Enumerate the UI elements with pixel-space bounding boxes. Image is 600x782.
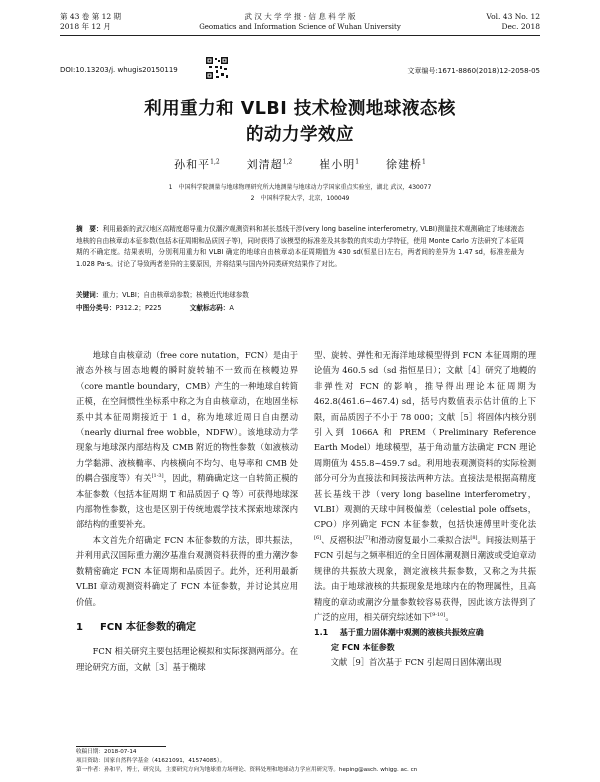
- article-title: 利用重力和 VLBI 技术检测地球液态核 的动力学效应: [144, 99, 456, 145]
- subsection-heading: 1.1 基于重力固体潮中观测的液核共振效应确 定 FCN 本征参数: [314, 628, 484, 653]
- author: 孙和平: [174, 158, 211, 171]
- received-date: 收稿日期：2018-07-14: [76, 749, 137, 755]
- footnote: [76, 748, 524, 775]
- author: 崔小明: [319, 158, 356, 171]
- body-column-right: [314, 348, 536, 671]
- classification: 中图分类号：P312.2；P225 文献标志码：A: [76, 304, 234, 312]
- doi: DOI:10.13203/j. whugis20150119: [60, 66, 178, 74]
- affiliations: 1 中国科学院测量与地球物理研究所大地测量与地球动力学国家重点实验室，湖北 武汉，430077 2 中国科学院大学，北京，100049: [168, 184, 432, 202]
- author: 刘清超: [246, 158, 283, 171]
- header-rule: [60, 35, 540, 36]
- paragraph: FCN 相关研究主要包括理论模拟和实际探测两部分。在理论研究方面，文献［3］基于椭球: [76, 646, 298, 672]
- paragraph: 本文首先介绍确定 FCN 本征参数的方法，即共振法，并利用武汉国际重力潮汐基准台观测资料获得的重力潮汐参数精密确定 FCN 本征周期和品质因子。此外，还利用最新 VLBI 章动观测资料确定了 FCN 本征参数，并讨论其应用价值。: [76, 534, 298, 607]
- footnote-rule: [76, 746, 166, 747]
- body-column-left: [76, 348, 298, 675]
- author-list: 孙和平$^{1,2}$ 刘清超$^{1,2}$ 崔小明$^1$ 徐建桥$^1$: [174, 158, 426, 171]
- paragraph: 型、旋转、弹性和无海洋地球模型得到 FCN 本征周期的理论值为 460.5 sd（sd 指恒星日）；文献［4］研究了地幔的非弹性对 FCN 的影响，推导得出理论本征周期为 462.8(461.6~467.4) sd，括号内数值表示估计值的上下限，而品质因子不小于 78 000；文献［5］将固体内核分别引入到 1066A 和 PREM（Preliminary Reference Earth Model）地球模型，基于角动量方法确定 FCN 理论周期值为 455.8~459.7 sd。利用地表观测资料的实际检测部分可分为直接法和间接法两种方法。直接法是根据高精度甚长基线干涉（very long baseline interferometry，VLBI）观测的天球中间极偏差（celestial pole offsets，CPO）序列确定 FCN 本征参数，包括快速傅里叶变化法[6]、反褶积法[7]和滑动窗复最小二乘拟合法[8]。间接法则基于 FCN 引起与之频率相近的全日固体潮观测日潮波或受迫章动规律的共振放大现象，测定液核共振参数，又称之为共振法。由于地球液核的共振现象是地球内在的物理属性，且高精度的章动或潮汐分量参数较容易获得，因此该方法得到了广泛的应用，相关研究综述如下[9-10]。: [314, 350, 536, 622]
- article-number: 文章编号:1671-8860(2018)12-2058-05: [407, 67, 540, 75]
- paragraph: 文献［9］首次基于 FCN 引起周日固体潮出现: [330, 657, 502, 668]
- author: 徐建桥: [386, 158, 423, 171]
- paragraph: 地球自由核章动（free core nutation，FCN）是由于液态外核与固态地幔的瞬时旋转轴不一致而在核幔边界（core mantle boundary，CMB）产生的一种地球自转简正模，在空间惯性坐标系中称之为自由核章动，在地固坐标系中其本征周期接近于 1 d，称为地球近周日自由摆动（nearly diurnal free wobble，NDFW）。该地球动力学现象与地球深内部结构及 CMB 附近的物性参数（如液核动力学黏滞、液核椭率、内核横向不均匀、电导率和 CMB 处的耦合强度等）有关[1-3]，因此，精确确定这一自转简正模的本征参数（包括本征周期 T 和品质因子 Q 等）可获得地球深内部物性参数，这也是区别于传统地震学技术探索地球深内部结构的重要补充。: [76, 350, 299, 530]
- fund-info: 项目资助：国家自然科学基金（41621091，41574085）。: [76, 758, 226, 764]
- abstract: [76, 224, 524, 270]
- keywords: 关键词：重力；VLBI；自由核章动参数；核模近代地球参数: [76, 291, 249, 299]
- article-meta: [60, 66, 540, 78]
- header-volume-en: Vol. 43 No. 12 Dec. 2018: [486, 12, 540, 31]
- abstract-text: 利用最新的武汉地区高精度超导重力仪潮汐观测资料和甚长基线干涉(very long baseline interferometry, VLBI)测量技术观测确定了地球液态地核的自由核章动本征参数(包括本征周期和品质因子等)，同时获得了该模型的标准差及其参数的真实动力学特征，使用 Monte Carlo 方法研究了本征周期的不确定度。结果表明，分别利用重力和 VLBI 确定的地球自由核章动本征周期值为 430 sd(恒星日)左右，两者间的差异为 1.47 sd，标准差最为 1.028 Pa·s。讨论了导致两者差异的主要原因，并将结果与国内外同类研究结果作了对比。: [76, 225, 524, 268]
- section-heading: 1 FCN 本征参数的确定: [76, 621, 196, 633]
- qr-code-icon: [205, 56, 229, 80]
- header-volume: 第 43 卷 第 12 期 2018 年 12 月: [60, 12, 122, 31]
- abstract-label: 摘 要：: [76, 225, 103, 233]
- first-author-info: 第一作者：孙和平，博士，研究员，主要研究方向为地球重力场理论、资料处理和地球动力学应用研究等。heping@asch. whigg. ac. cn: [76, 767, 418, 773]
- header-journal: 武 汉 大 学 学 报 · 信 息 科 学 版 Geomatics and Information Science of Wuhan University: [199, 12, 401, 31]
